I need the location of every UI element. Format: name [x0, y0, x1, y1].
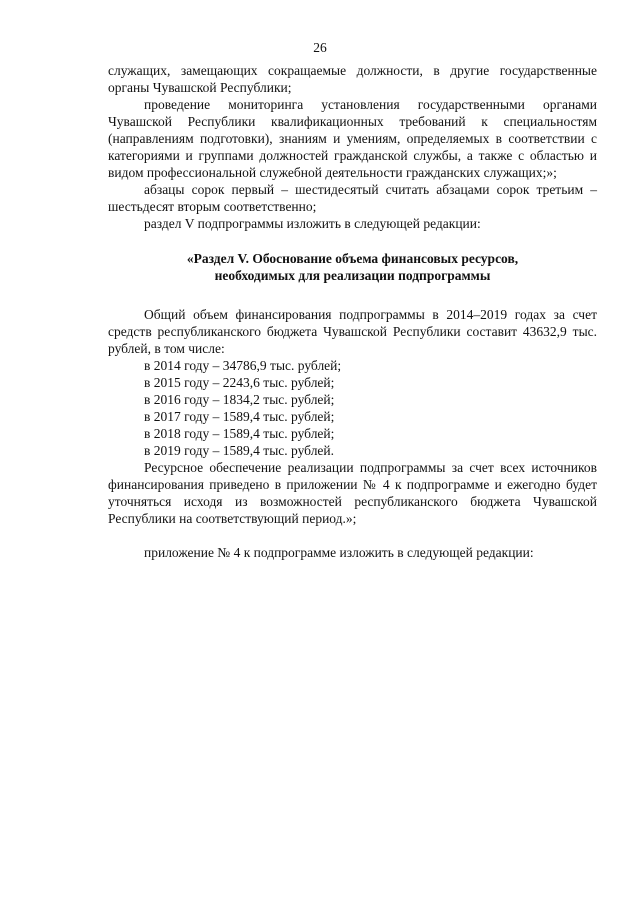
financing-year-2016: в 2016 году – 1834,2 тыс. рублей;: [144, 392, 335, 407]
document-body: [108, 62, 597, 561]
paragraph-financing-total: Общий объем финансирования подпрограммы в 2014–2019 годах за счет средств республиканского бюджета Чувашской Республики составит 43632,9 тыс. рублей, в том числе:: [108, 307, 597, 356]
paragraph-appendix-4: приложение № 4 к подпрограмме изложить в следующей редакции:: [144, 545, 534, 560]
financing-year-2019: в 2019 году – 1589,4 тыс. рублей.: [144, 443, 335, 458]
financing-year-2018: в 2018 году – 1589,4 тыс. рублей;: [144, 426, 335, 441]
paragraph-continuation: служащих, замещающих сокращаемые должности, в другие государственные органы Чувашской Республики;: [108, 63, 597, 95]
paragraph-gap: [108, 527, 597, 544]
section-heading: [108, 250, 597, 284]
section-heading-line-2: необходимых для реализации подпрограммы: [214, 268, 491, 283]
section-heading-line-1: «Раздел V. Обоснование объема финансовых ресурсов,: [186, 251, 519, 266]
paragraph-resource-provision: Ресурсное обеспечение реализации подпрограммы за счет всех источников финансирования приведено в приложении № 4 к подпрограмме и ежегодно будет уточняться исходя из возможностей республиканского бюджета Чувашской Республики на соответствующий период.»;: [108, 460, 597, 526]
page-number: 26: [313, 40, 327, 55]
paragraph-monitoring: проведение мониторинга установления государственными органами Чувашской Республики квалификационных требований к специальностям (направлениям подготовки), знаниям и умениям, определяемых в соответствии с категориями и группами должностей гражданской службы, а также с областью и видом профессиональной служебной деятельности гражданских служащих;»;: [108, 97, 597, 180]
paragraph-renumbering: абзацы сорок первый – шестидесятый считать абзацами сорок третьим – шестьдесят вторым соответственно;: [108, 182, 597, 214]
financing-year-2015: в 2015 году – 2243,6 тыс. рублей;: [144, 375, 335, 390]
financing-year-2014: в 2014 году – 34786,9 тыс. рублей;: [144, 358, 342, 373]
paragraph-section-v-intro: раздел V подпрограммы изложить в следующей редакции:: [144, 216, 481, 231]
financing-year-2017: в 2017 году – 1589,4 тыс. рублей;: [144, 409, 335, 424]
